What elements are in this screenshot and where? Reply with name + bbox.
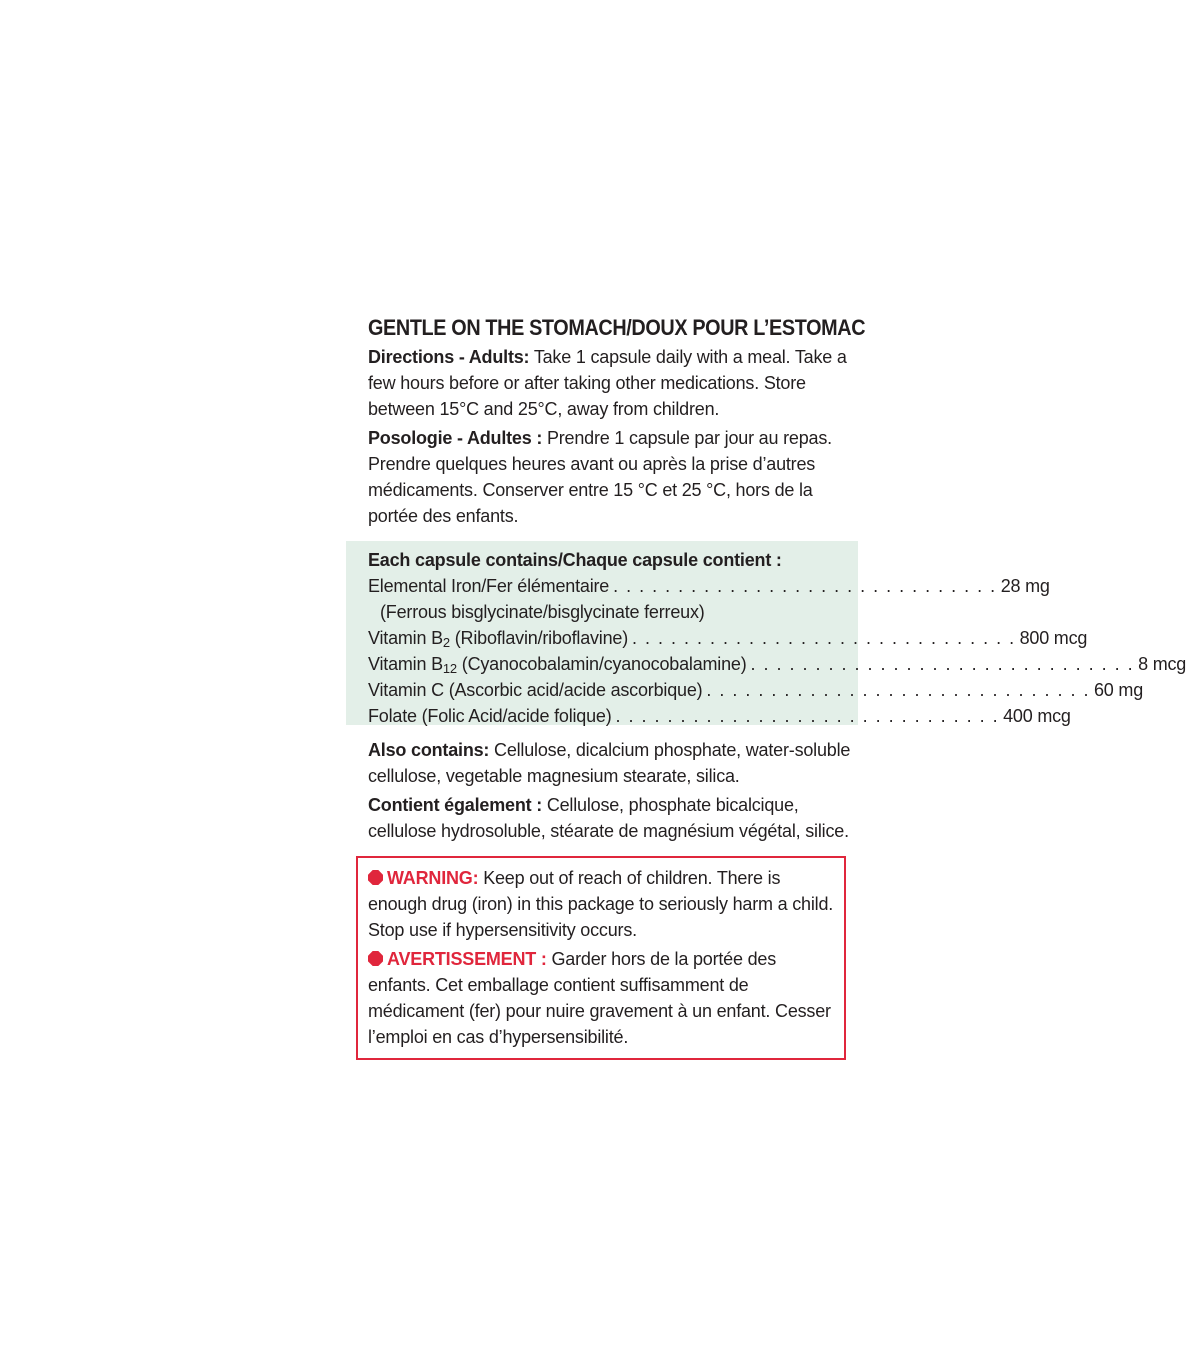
also-contains-french-label: Contient également :: [368, 795, 543, 815]
warning-french-text: Garder hors de la portée des enfants. Cet emballage contient suffisamment de médicament (fer) pour nuire gravement à un enfant. Cesser l’emploi en cas d’hypersensibilité.: [368, 949, 831, 1047]
also-contains-french: [368, 792, 858, 844]
stop-octagon-icon: [368, 870, 383, 885]
also-contains-english-text: Cellulose, dicalcium phosphate, water-soluble cellulose, vegetable magnesium stearate, silica.: [368, 740, 851, 786]
directions-french: [368, 425, 858, 529]
supplement-label-panel: [346, 312, 1187, 1060]
stop-octagon-icon: [368, 951, 383, 966]
ingredient-source: (Ferrous bisglycinate/bisglycinate ferreux): [380, 602, 705, 622]
directions-english-label: Directions - Adults:: [368, 347, 530, 367]
ingredient-name: Folate (Folic Acid/acide folique): [368, 706, 612, 726]
ingredient-name: Vitamin $B_2$ (Riboflavin/riboflavine): [368, 628, 629, 650]
ingredient-row: [368, 677, 1144, 703]
directions-french-label: Posologie - Adultes :: [368, 428, 543, 448]
directions-english-text: Take 1 capsule daily with a meal. Take a few hours before or after taking other medications. Store between 15°C and 25°C, away from children.: [368, 347, 847, 419]
leader-dots: . . . . . . . . . . . . . . . . . . . . . . . . . . . . . .: [706, 680, 1090, 700]
ingredient-row: [368, 703, 1071, 729]
ingredient-amount: 800 mcg: [1019, 628, 1088, 648]
warning-french-label: AVERTISSEMENT :: [387, 949, 547, 969]
leader-dots: . . . . . . . . . . . . . . . . . . . . . . . . . . . . . .: [632, 628, 1016, 648]
also-contains-english: [368, 737, 858, 789]
ingredient-amount: 28 mg: [1000, 576, 1050, 596]
label-heading: GENTLE ON THE STOMACH/DOUX POUR L’ESTOMAC: [368, 315, 866, 340]
also-contains-french-text: Cellulose, phosphate bicalcique, cellulose hydrosoluble, stéarate de magnésium végétal, silice.: [368, 795, 849, 841]
ingredient-row: [368, 625, 1088, 651]
warning-english-text: Keep out of reach of children. There is enough drug (iron) in this package to seriously harm a child. Stop use if hypersensitivity occurs.: [368, 868, 834, 940]
ingredient-row: [368, 573, 1050, 599]
ingredient-amount: 60 mg: [1093, 680, 1144, 700]
ingredients-panel: [346, 541, 1187, 726]
ingredient-name: Elemental Iron/Fer élémentaire: [368, 576, 610, 596]
warning-english: [368, 865, 834, 943]
leader-dots: . . . . . . . . . . . . . . . . . . . . . . . . . . . . . .: [613, 576, 997, 596]
ingredient-row: [368, 651, 1187, 677]
ingredient-amount: 8 mcg: [1138, 654, 1187, 674]
directions-french-text: Prendre 1 capsule par jour au repas. Prendre quelques heures avant ou après la prise d’autres médicaments. Conserver entre 15 °C et 25 °C, hors de la portée des enfants.: [368, 428, 832, 526]
warning-english-label: WARNING:: [387, 868, 479, 888]
warning-french: [368, 946, 834, 1050]
warning-box: [356, 856, 846, 1060]
leader-dots: . . . . . . . . . . . . . . . . . . . . . . . . . . . . . .: [615, 706, 1000, 726]
also-contains-english-label: Also contains:: [368, 740, 490, 760]
ingredient-name: Vitamin $B_{12}$ (Cyanocobalamin/cyanocobalamine): [368, 654, 747, 676]
ingredients-title: Each capsule contains/Chaque capsule contient :: [368, 550, 782, 570]
directions-english: [368, 344, 858, 422]
ingredient-amount: 400 mcg: [1003, 706, 1071, 726]
leader-dots: . . . . . . . . . . . . . . . . . . . . . . . . . . . . . .: [750, 654, 1135, 674]
ingredient-name: Vitamin C (Ascorbic acid/acide ascorbique): [368, 680, 703, 700]
